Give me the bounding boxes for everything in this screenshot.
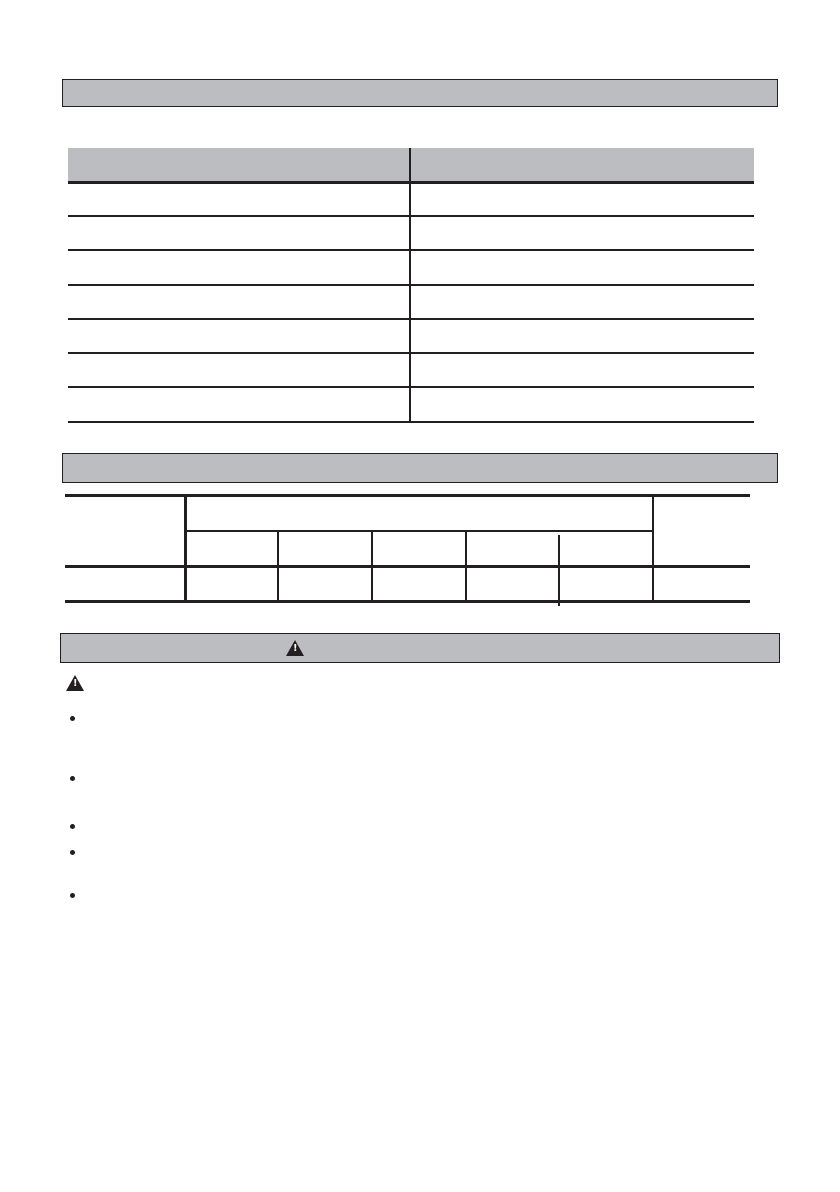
table-rule — [68, 249, 754, 251]
table-rule — [65, 565, 750, 568]
table-rule — [184, 530, 652, 532]
table-rule — [68, 318, 754, 320]
warning-section-header — [60, 633, 780, 663]
table-column-divider — [409, 148, 411, 423]
table-rule — [68, 181, 754, 184]
section2-header — [62, 453, 778, 483]
table-rule — [68, 386, 754, 388]
bullet-icon — [70, 824, 75, 829]
bullet-icon — [70, 716, 75, 721]
table-column-divider — [558, 535, 560, 606]
table-rule — [68, 215, 754, 217]
table-column-divider — [184, 494, 187, 603]
bullet-icon — [70, 850, 75, 855]
section1-header — [62, 79, 778, 107]
spec-table-header-row — [68, 148, 754, 182]
table-rule — [68, 421, 754, 423]
table-column-divider — [277, 530, 279, 603]
bullet-icon — [70, 776, 75, 781]
table-column-divider — [652, 494, 654, 603]
table-column-divider — [465, 530, 467, 603]
table-rule — [68, 284, 754, 286]
table-rule — [68, 352, 754, 354]
table-rule — [65, 494, 750, 497]
second-table — [65, 494, 750, 606]
table-column-divider — [371, 530, 373, 603]
warning-triangle-icon — [286, 640, 304, 656]
bullet-icon — [70, 893, 75, 898]
table-rule — [65, 600, 750, 603]
spec-table — [68, 148, 754, 424]
warning-triangle-icon — [66, 675, 84, 691]
